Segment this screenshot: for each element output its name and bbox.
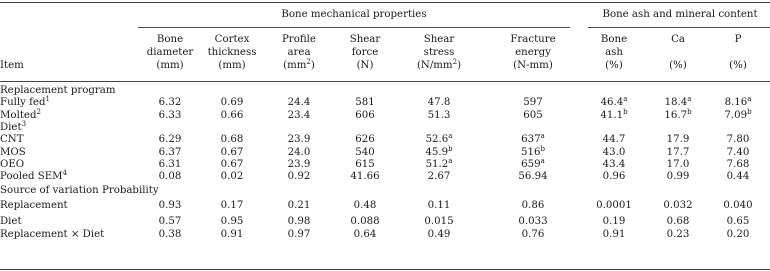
unit-text-end: ) bbox=[457, 60, 462, 71]
column-header-unit bbox=[729, 60, 747, 72]
table-cell bbox=[221, 216, 244, 228]
cell-value: 606 bbox=[355, 110, 375, 121]
significance-letter: b bbox=[747, 108, 752, 116]
table-cell bbox=[523, 97, 542, 109]
column-header-unit bbox=[156, 60, 183, 72]
column-header-unit bbox=[605, 60, 623, 72]
row-label bbox=[0, 171, 67, 183]
table-cell bbox=[355, 134, 374, 146]
cell-value: 51.3 bbox=[427, 110, 451, 121]
table-cell bbox=[603, 171, 626, 183]
significance-letter: b bbox=[540, 145, 545, 153]
column-header-line2: ash bbox=[605, 47, 623, 58]
row-label-text: Replacement bbox=[0, 200, 68, 211]
row-label bbox=[0, 159, 24, 171]
row-label-text: Fully fed bbox=[0, 97, 46, 108]
section-label bbox=[0, 122, 26, 134]
row-label-text: Replacement × Diet bbox=[0, 229, 105, 240]
cell-value: 0.088 bbox=[350, 216, 380, 227]
cell-value: 0.0001 bbox=[596, 200, 632, 211]
cell-value: 46.4 bbox=[600, 97, 624, 108]
cell-value: 52.6 bbox=[425, 134, 449, 145]
cell-value: 41.66 bbox=[350, 171, 380, 182]
table-cell bbox=[350, 216, 379, 228]
cell-value: 0.19 bbox=[602, 216, 626, 227]
table-cell bbox=[727, 147, 750, 159]
table-cell bbox=[159, 147, 182, 159]
unit-text: (%) bbox=[729, 60, 747, 71]
table-cell bbox=[355, 110, 374, 122]
table-cell bbox=[288, 216, 311, 228]
cell-value: 0.91 bbox=[602, 229, 626, 240]
table-cell bbox=[667, 159, 690, 171]
table-top-rule bbox=[0, 2, 770, 3]
table-cell bbox=[428, 229, 451, 241]
cell-value: 7.68 bbox=[726, 159, 750, 170]
column-header-line1: Shear bbox=[423, 34, 455, 45]
row-label-text: OEO bbox=[0, 159, 25, 170]
table-cell bbox=[221, 171, 244, 183]
footnote-marker: 1 bbox=[45, 95, 50, 103]
cell-value: 41.1 bbox=[600, 110, 624, 121]
cell-value: 0.92 bbox=[287, 171, 311, 182]
cell-value: 0.57 bbox=[158, 216, 182, 227]
row-label bbox=[0, 229, 104, 241]
table-cell bbox=[221, 147, 244, 159]
table-cell bbox=[288, 171, 311, 183]
cell-value: 23.9 bbox=[287, 159, 311, 170]
significance-letter: a bbox=[448, 132, 453, 140]
table-cell bbox=[596, 200, 632, 212]
table-cell bbox=[159, 110, 182, 122]
table-cell bbox=[603, 229, 626, 241]
table-cell bbox=[159, 216, 182, 228]
column-header-line2: diameter bbox=[146, 47, 194, 58]
unit-text: (mm) bbox=[218, 60, 246, 71]
table-cell bbox=[354, 229, 377, 241]
table-cell bbox=[727, 134, 750, 146]
table-cell bbox=[288, 97, 311, 109]
table-cell bbox=[727, 159, 750, 171]
table-cell bbox=[663, 200, 692, 212]
cell-value: 6.37 bbox=[158, 147, 182, 158]
cell-value: 43.4 bbox=[602, 159, 626, 170]
cell-value: 0.76 bbox=[521, 229, 545, 240]
row-label-text: Molted bbox=[0, 110, 37, 121]
cell-value: 540 bbox=[355, 147, 375, 158]
item-column-header: Item bbox=[0, 60, 24, 71]
row-label bbox=[0, 147, 26, 159]
column-header-line1: Shear bbox=[349, 34, 381, 45]
cell-value: 0.91 bbox=[220, 229, 244, 240]
column-header-line1: Profile bbox=[282, 34, 316, 45]
table-cell bbox=[221, 200, 244, 212]
column-header-line1: Ca bbox=[671, 34, 685, 45]
row-label bbox=[0, 200, 68, 212]
cell-value: 44.7 bbox=[602, 134, 626, 145]
cell-value: 0.86 bbox=[521, 200, 545, 211]
table-cell bbox=[603, 159, 626, 171]
cell-value: 56.94 bbox=[518, 171, 548, 182]
cell-value: 0.93 bbox=[158, 200, 182, 211]
table-cell bbox=[354, 200, 377, 212]
cell-value: 0.17 bbox=[220, 200, 244, 211]
table-cell bbox=[424, 216, 453, 228]
cell-value: 16.7 bbox=[664, 110, 688, 121]
table-cell bbox=[723, 200, 752, 212]
table-cell bbox=[664, 110, 691, 122]
table-cell bbox=[159, 229, 182, 241]
cell-value: 47.8 bbox=[427, 97, 451, 108]
cell-value: 17.9 bbox=[666, 134, 690, 145]
section-label bbox=[0, 185, 159, 197]
table-cell bbox=[288, 147, 311, 159]
cell-value: 0.96 bbox=[602, 171, 626, 182]
group-header-ash: Bone ash and mineral content bbox=[602, 9, 758, 20]
column-header-unit bbox=[513, 60, 553, 72]
cell-value: 0.23 bbox=[666, 229, 690, 240]
column-header-unit bbox=[357, 60, 374, 72]
cell-value: 6.29 bbox=[158, 134, 182, 145]
column-header-line2: energy bbox=[515, 47, 551, 58]
table-cell bbox=[603, 147, 626, 159]
cell-value: 2.67 bbox=[427, 171, 451, 182]
cell-value: 7.40 bbox=[726, 147, 750, 158]
cell-value: 24.0 bbox=[287, 147, 311, 158]
cell-value: 0.08 bbox=[158, 171, 182, 182]
footnote-marker: 4 bbox=[62, 169, 68, 177]
cell-value: 0.49 bbox=[427, 229, 451, 240]
table-cell bbox=[522, 200, 545, 212]
unit-text: (N-mm) bbox=[513, 60, 553, 71]
cell-value: 0.44 bbox=[726, 171, 750, 182]
group-rule-ash bbox=[588, 27, 770, 28]
cell-value: 626 bbox=[355, 134, 375, 145]
unit-text: (mm) bbox=[156, 60, 184, 71]
cell-value: 18.4 bbox=[664, 97, 688, 108]
cell-value: 0.69 bbox=[220, 97, 244, 108]
cell-value: 0.98 bbox=[287, 216, 311, 227]
column-header-line1: Cortex bbox=[214, 34, 250, 45]
cell-value: 0.99 bbox=[666, 171, 690, 182]
significance-letter: b bbox=[623, 108, 628, 116]
row-label-text: Diet bbox=[0, 216, 22, 227]
table-cell bbox=[221, 229, 244, 241]
table-cell bbox=[288, 159, 311, 171]
column-header-unit bbox=[669, 60, 687, 72]
unit-text: (N/mm bbox=[416, 60, 453, 71]
row-label bbox=[0, 216, 22, 228]
cell-value: 597 bbox=[523, 97, 543, 108]
cell-value: 43.0 bbox=[602, 147, 626, 158]
cell-value: 0.68 bbox=[220, 134, 244, 145]
cell-value: 8.16 bbox=[724, 97, 748, 108]
table-cell bbox=[428, 171, 451, 183]
cell-value: 51.2 bbox=[425, 159, 449, 170]
cell-value: 0.97 bbox=[287, 229, 311, 240]
row-label-text: Pooled SEM bbox=[0, 171, 63, 182]
cell-value: 0.20 bbox=[726, 229, 750, 240]
cell-value: 0.033 bbox=[518, 216, 548, 227]
cell-value: 24.4 bbox=[287, 97, 311, 108]
significance-letter: b bbox=[448, 145, 453, 153]
table-cell bbox=[667, 216, 690, 228]
significance-letter: a bbox=[540, 157, 545, 165]
table-cell bbox=[603, 216, 626, 228]
column-header-unit bbox=[218, 60, 245, 72]
significance-letter: a bbox=[747, 95, 752, 103]
table-cell bbox=[159, 171, 182, 183]
table-bottom-rule bbox=[0, 269, 770, 270]
significance-letter: b bbox=[687, 108, 692, 116]
table-cell bbox=[667, 229, 690, 241]
table-cell bbox=[600, 110, 627, 122]
table-cell bbox=[724, 110, 751, 122]
cell-value: 516 bbox=[521, 147, 541, 158]
table-cell bbox=[523, 110, 542, 122]
cell-value: 0.21 bbox=[287, 200, 311, 211]
cell-value: 0.48 bbox=[353, 200, 377, 211]
table-cell bbox=[288, 229, 311, 241]
group-rule-mechanical bbox=[138, 27, 570, 28]
cell-value: 7.09 bbox=[724, 110, 748, 121]
table-cell bbox=[350, 171, 379, 183]
table-cell bbox=[667, 171, 690, 183]
table-cell bbox=[428, 200, 451, 212]
cell-value: 0.015 bbox=[424, 216, 454, 227]
significance-letter: a bbox=[687, 95, 692, 103]
column-header-line1: Bone bbox=[600, 34, 628, 45]
table-cell bbox=[355, 97, 374, 109]
table-cell bbox=[428, 97, 451, 109]
column-header-line1: Bone bbox=[156, 34, 184, 45]
cell-value: 0.11 bbox=[427, 200, 451, 211]
row-label-text: CNT bbox=[0, 134, 24, 145]
cell-value: 0.032 bbox=[663, 200, 693, 211]
cell-value: 0.67 bbox=[220, 159, 244, 170]
table-cell bbox=[667, 147, 690, 159]
row-label-text: MOS bbox=[0, 147, 26, 158]
row-label bbox=[0, 97, 50, 109]
table-cell bbox=[288, 110, 311, 122]
unit-superscript: 2 bbox=[306, 58, 311, 66]
table-cell bbox=[159, 200, 182, 212]
cell-value: 6.33 bbox=[158, 110, 182, 121]
cell-value: 0.68 bbox=[666, 216, 690, 227]
footnote-marker: 3 bbox=[21, 120, 27, 128]
column-header-line2: stress bbox=[423, 47, 455, 58]
cell-value: 17.7 bbox=[666, 147, 690, 158]
column-header-line2: thickness bbox=[207, 47, 257, 58]
cell-value: 659 bbox=[521, 159, 541, 170]
table-cell bbox=[426, 159, 453, 171]
cell-value: 7.80 bbox=[726, 134, 750, 145]
column-header-line2: area bbox=[287, 47, 311, 58]
unit-text: (%) bbox=[669, 60, 687, 71]
section-label bbox=[0, 85, 116, 97]
cell-value: 605 bbox=[523, 110, 543, 121]
table-cell bbox=[221, 97, 244, 109]
table-cell bbox=[288, 134, 311, 146]
column-header-line1: Fracture bbox=[510, 34, 556, 45]
cell-value: 0.02 bbox=[220, 171, 244, 182]
cell-value: 6.31 bbox=[158, 159, 182, 170]
cell-value: 23.9 bbox=[287, 134, 311, 145]
table-cell bbox=[522, 229, 545, 241]
table-cell bbox=[518, 216, 547, 228]
cell-value: 0.66 bbox=[220, 110, 244, 121]
unit-text-end: ) bbox=[310, 60, 315, 71]
table-cell bbox=[221, 159, 244, 171]
table-cell bbox=[221, 134, 244, 146]
table-cell bbox=[521, 159, 545, 171]
table-cell bbox=[288, 200, 311, 212]
significance-letter: a bbox=[540, 132, 545, 140]
cell-value: 17.0 bbox=[666, 159, 690, 170]
cell-value: 0.95 bbox=[220, 216, 244, 227]
column-header-unit bbox=[283, 60, 315, 72]
cell-value: 637 bbox=[521, 134, 541, 145]
cell-value: 0.64 bbox=[353, 229, 377, 240]
unit-text: (%) bbox=[605, 60, 623, 71]
table-cell bbox=[355, 159, 374, 171]
table-cell bbox=[518, 171, 547, 183]
table-cell bbox=[727, 171, 750, 183]
column-header-line2: force bbox=[351, 47, 379, 58]
cell-value: 0.38 bbox=[158, 229, 182, 240]
cell-value: 45.9 bbox=[425, 147, 449, 158]
table-cell bbox=[159, 134, 182, 146]
row-label bbox=[0, 110, 41, 122]
row-label bbox=[0, 134, 24, 146]
unit-text: (mm bbox=[283, 60, 307, 71]
unit-text: (N) bbox=[356, 60, 374, 71]
table-cell bbox=[221, 110, 244, 122]
unit-superscript: 2 bbox=[452, 58, 458, 66]
cell-value: 615 bbox=[355, 159, 375, 170]
table-cell bbox=[428, 110, 451, 122]
table-cell bbox=[355, 147, 374, 159]
significance-letter: a bbox=[623, 95, 628, 103]
table-cell bbox=[727, 216, 750, 228]
column-header-unit bbox=[417, 60, 461, 72]
table-cell bbox=[159, 159, 182, 171]
table-cell bbox=[667, 134, 690, 146]
group-header-mechanical: Bone mechanical properties bbox=[281, 9, 427, 20]
footnote-marker: 2 bbox=[36, 108, 41, 116]
cell-value: 0.040 bbox=[723, 200, 753, 211]
cell-value: 581 bbox=[355, 97, 375, 108]
cell-value: 23.4 bbox=[287, 110, 311, 121]
table-cell bbox=[727, 229, 750, 241]
table-cell bbox=[159, 97, 182, 109]
header-bottom-rule bbox=[0, 81, 770, 82]
cell-value: 0.65 bbox=[726, 216, 750, 227]
cell-value: 0.67 bbox=[220, 147, 244, 158]
cell-value: 6.32 bbox=[158, 97, 182, 108]
row-label-text: Replacement program bbox=[0, 85, 116, 96]
row-label-text: Diet bbox=[0, 122, 22, 133]
table-cell bbox=[603, 134, 626, 146]
row-label-text: Source of variation Probability bbox=[0, 185, 159, 196]
significance-letter: a bbox=[448, 157, 453, 165]
column-header-line1: P bbox=[734, 34, 742, 45]
